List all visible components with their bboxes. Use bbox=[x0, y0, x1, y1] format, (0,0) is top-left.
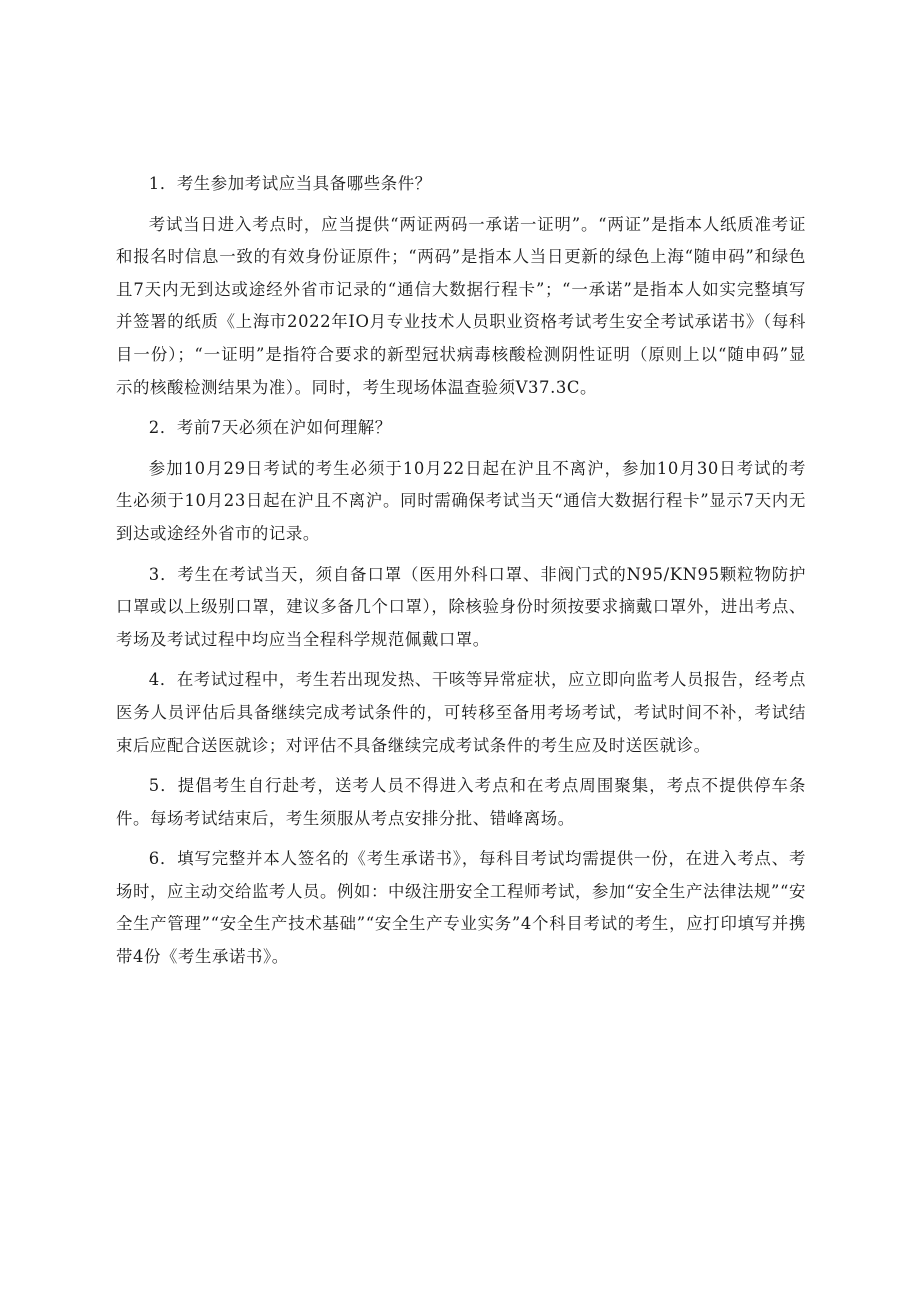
answer-2: 参加10月29日考试的考生必须于10月22日起在沪且不离沪，参加10月30日考试的考生必须于10月23日起在沪且不离沪。同时需确保考试当天“通信大数据行程卡”显示7天内无到达或途经外省市的记录。 bbox=[116, 458, 806, 543]
item-5: 5．提倡考生自行赴考，送考人员不得进入考点和在考点周围聚集，考点不提供停车条件。每场考试结束后，考生须服从考点安排分批、错峰离场。 bbox=[116, 776, 806, 828]
question-1: 1．考生参加考试应当具备哪些条件？ bbox=[148, 174, 432, 193]
answer-1: 考试当日进入考点时，应当提供“两证两码一承诺一证明”。“两证”是指本人纸质准考证和报名时信息一致的有效身份证原件；“两码”是指本人当日更新的绿色上海“随申码”和绿色且7天内无到达或途经外省市记录的“通信大数据行程卡”；“一承诺”是指本人如实完整填写并签署的纸质《上海市2022年IO月专业技术人员职业资格考试考生安全考试承诺书》（每科目一份）；“一证明”是指符合要求的新型冠状病毒核酸检测阴性证明（原则上以“随申码”显示的核酸检测结果为准）。同时，考生现场体温查验须V37.3C。 bbox=[116, 214, 806, 397]
document-body bbox=[116, 168, 806, 982]
item-4: 4．在考试过程中，考生若出现发热、干咳等异常症状，应立即向监考人员报告，经考点医务人员评估后具备继续完成考试条件的，可转移至备用考场考试，考试时间不补，考试结束后应配合送医就诊；对评估不具备继续完成考试条件的考生应及时送医就诊。 bbox=[116, 670, 806, 755]
item-6: 6．填写完整并本人签名的《考生承诺书》，每科目考试均需提供一份，在进入考点、考场时，应主动交给监考人员。例如：中级注册安全工程师考试，参加“安全生产法律法规”“安全生产管理”“安全生产技术基础”“安全生产专业实务”4个科目考试的考生，应打印填写并携带4份《考生承诺书》。 bbox=[116, 849, 806, 967]
item-3: 3．考生在考试当天，须自备口罩（医用外科口罩、非阀门式的N95/KN95颗粒物防护口罩或以上级别口罩，建议多备几个口罩），除核验身份时须按要求摘戴口罩外，进出考点、考场及考试过程中均应当全程科学规范佩戴口罩。 bbox=[116, 564, 806, 649]
question-2: 2．考前7天必须在沪如何理解？ bbox=[148, 418, 392, 438]
